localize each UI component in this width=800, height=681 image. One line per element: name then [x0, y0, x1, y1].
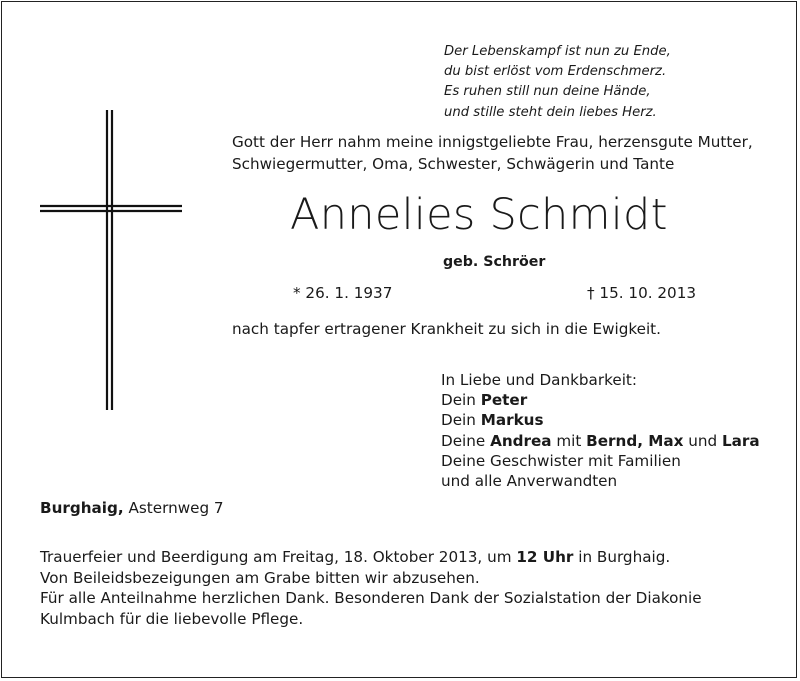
birth-date: * 26. 1. 1937 — [293, 284, 393, 302]
funeral-note: Trauerfeier und Beerdigung am Freitag, 18. Oktober 2013, um 12 Uhr in Burghaig. — [40, 548, 671, 566]
condolence-note: Von Beileidsbezeigungen am Grabe bitten wir abzusehen. — [40, 568, 480, 587]
poem — [444, 42, 671, 123]
thanks-line: Für alle Anteilnahme herzlichen Dank. Besonderen Dank der Sozialstation der Diakonie — [40, 589, 702, 608]
intro-text — [232, 131, 753, 175]
mourner-line: Dein Markus — [441, 411, 544, 430]
poem-line: Der Lebenskampf ist nun zu Ende, — [444, 44, 671, 59]
mourner-line: Dein Peter — [441, 391, 528, 410]
poem-line: Es ruhen still nun deine Hände, — [444, 84, 651, 100]
closing-line: nach tapfer ertragener Krankheit zu sich in die Ewigkeit. — [232, 320, 661, 338]
mourners-list — [441, 370, 760, 491]
thanks-line: Kulmbach für die liebevolle Pflege. — [40, 609, 304, 628]
address-street: Asternweg 7 — [123, 499, 224, 517]
footer-notes — [40, 547, 702, 629]
address — [40, 499, 224, 517]
mourner-line: und alle Anverwandten — [441, 472, 618, 491]
poem-line: du bist erlöst vom Erdenschmerz. — [444, 64, 667, 80]
address-town: Burghaig, — [40, 499, 124, 517]
maiden-name: geb. Schröer — [443, 254, 546, 270]
deceased-name: Annelies Schmidt — [290, 190, 668, 240]
intro-line: Schwiegermutter, Oma, Schwester, Schwägerin und Tante — [232, 155, 675, 173]
death-date: † 15. 10. 2013 — [587, 284, 697, 302]
poem-line: und stille steht dein liebes Herz. — [444, 104, 657, 120]
intro-line: Gott der Herr nahm meine innigstgeliebte Frau, herzensgute Mutter, — [232, 133, 753, 151]
mourners-heading: In Liebe und Dankbarkeit: — [441, 371, 637, 389]
cross-icon — [40, 110, 182, 412]
mourner-line: Deine Geschwister mit Familien — [441, 451, 681, 470]
mourner-line: Deine Andrea mit Bernd, Max und Lara — [441, 431, 760, 450]
